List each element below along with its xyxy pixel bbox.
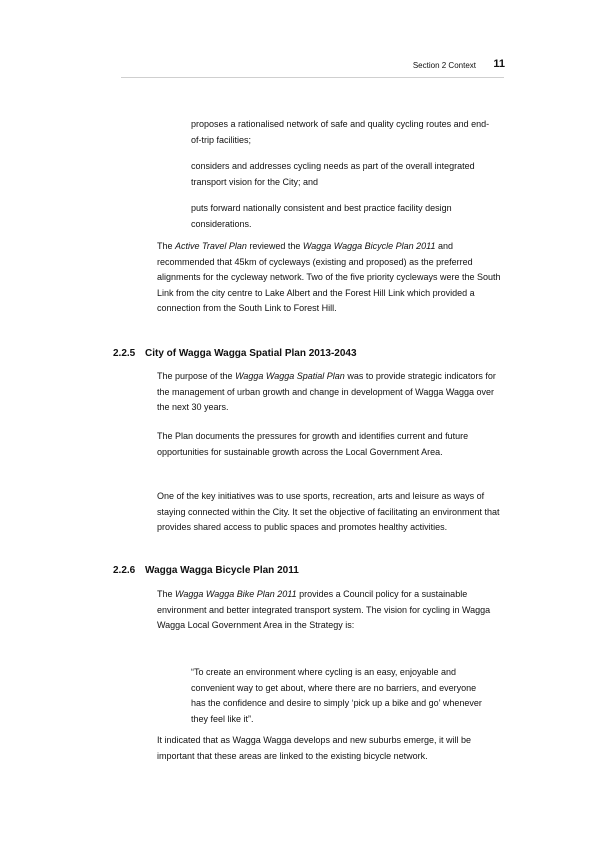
bullet-item: proposes a rationalised network of safe and quality cycling routes and end-of-trip facilities; (191, 119, 490, 145)
section-heading-2-2-6: 2.2.6 Wagga Wagga Bicycle Plan 2011 (113, 565, 299, 576)
plan-pressures-paragraph: The Plan documents the pressures for growth and identifies current and future opportunities for sustainable growth across the Local Government Area. (157, 431, 469, 457)
spatial-plan-paragraph: The purpose of the Wagga Wagga Spatial Plan was to provide strategic indicators for the management of urban growth and change in development of Wagga Wagga over the next 30 years. (157, 371, 496, 412)
vision-quote: “To create an environment where cycling is an easy, enjoyable and convenient way to get about, where there are no barriers, and everyone has the confidence and desire to simply ‘pick up a bike and go’ whenever they feel like it”. (191, 667, 482, 724)
page-header (0, 58, 599, 78)
header-divider (121, 77, 504, 78)
bullet-item: considers and addresses cycling needs as part of the overall integrated transport vision for the City; and (191, 161, 475, 187)
bike-plan-paragraph: The Wagga Wagga Bike Plan 2011 provides a Council policy for a sustainable environment and better integrated transport system. The vision for cycling in Wagga Wagga Local Government Area in the Strategy is: (157, 589, 491, 630)
bicycle-network-paragraph: It indicated that as Wagga Wagga develops and new suburbs emerge, it will be important that these areas are linked to the existing bicycle network. (157, 735, 472, 761)
bullet-item: puts forward nationally consistent and best practice facility design considerations. (191, 203, 452, 229)
section-label: Section 2 Context (412, 61, 476, 70)
key-initiatives-paragraph: One of the key initiatives was to use sports, recreation, arts and leisure as ways of staying connected within the City. It set the objective of facilitating an environment that provides shared access to public spaces and promotes healthy activities. (157, 491, 500, 532)
page-number: 11 (493, 58, 505, 70)
active-travel-plan-paragraph: The Active Travel Plan reviewed the Wagga Wagga Bicycle Plan 2011 and recommended that 45km of cycleways (existing and proposed) as the preferred alignments for the cycleway network. Two of the five priority cycleways were the South Link from the city centre to Lake Albert and the Forest Hill Link which provided a connection from the South Link to Forest Hill. (157, 241, 501, 313)
section-heading-2-2-5: 2.2.5 City of Wagga Wagga Spatial Plan 2013-2043 (113, 348, 357, 359)
